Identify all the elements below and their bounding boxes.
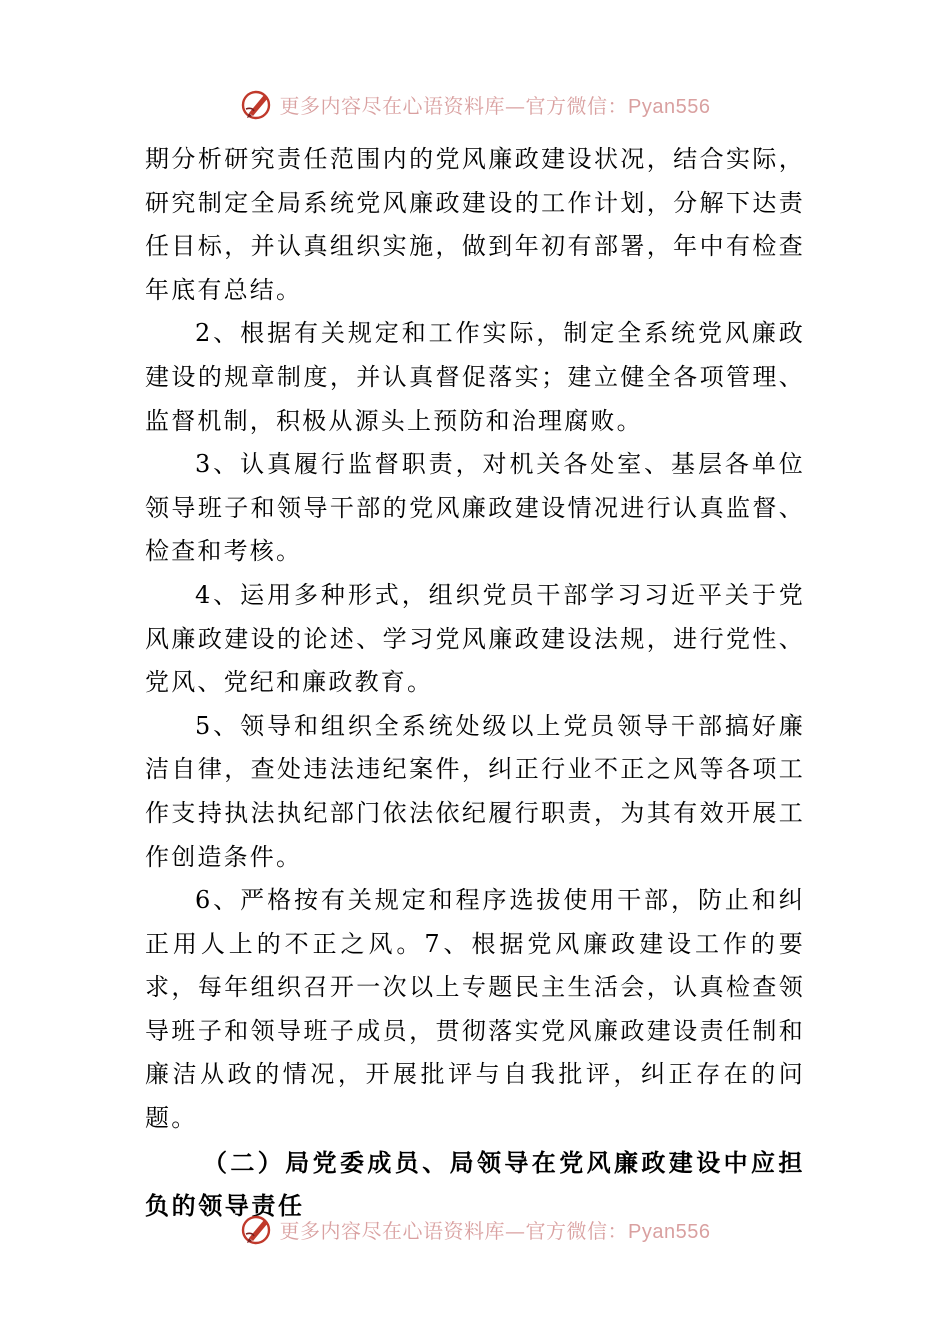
watermark-group xyxy=(240,1212,711,1246)
watermark-label: 更多内容尽在心语资料库—官方微信： xyxy=(279,1218,629,1243)
paragraph-item-5: 5、领导和组织全系统处级以上党员领导干部搞好廉洁自律，查处违法违纪案件，纠正行业不正之风等各项工作支持执法执纪部门依法依纪履行职责，为其有效开展工作创造条件。 xyxy=(145,711,805,871)
watermark-group xyxy=(240,87,711,121)
watermark-wechat-id: Pyan556 xyxy=(628,95,711,118)
pen-logo-icon xyxy=(240,87,274,121)
footer-watermark xyxy=(0,1209,950,1249)
paragraph-item-6-7: 6、严格按有关规定和程序选拔使用干部，防止和纠正用人上的不正之风。7、根据党风廉政建设工作的要求，每年组织召开一次以上专题民主生活会，认真检查领导班子和领导班子成员，贯彻落实党风廉政建设责任制和廉洁从政的情况，开展批评与自我批评，纠正存在的问题。 xyxy=(145,886,805,1133)
paragraph-item-2: 2、根据有关规定和工作实际，制定全系统党风廉政建设的规章制度，并认真督促落实；建立健全各项管理、监督机制，积极从源头上预防和治理腐败。 xyxy=(145,319,805,435)
paragraph-item-3: 3、认真履行监督职责，对机关各处室、基层各单位领导班子和领导干部的党风廉政建设情况进行认真监督、检查和考核。 xyxy=(145,450,805,566)
header-watermark xyxy=(0,84,950,124)
watermark-text xyxy=(280,90,711,119)
document-body xyxy=(145,138,805,1228)
pen-logo-icon xyxy=(240,1212,274,1246)
paragraph-continuation: 期分析研究责任范围内的党风廉政建设状况，结合实际，研究制定全局系统党风廉政建设的工作计划，分解下达责任目标，并认真组织实施，做到年初有部署，年中有检查年底有总结。 xyxy=(145,145,805,304)
watermark-wechat-id: Pyan556 xyxy=(628,1220,711,1243)
paragraph-item-4: 4、运用多种形式，组织党员干部学习习近平关于党风廉政建设的论述、学习党风廉政建设法规，进行党性、党风、党纪和廉政教育。 xyxy=(145,580,805,697)
watermark-text xyxy=(280,1215,711,1244)
watermark-label: 更多内容尽在心语资料库—官方微信： xyxy=(279,93,629,118)
section-heading: （二）局党委成员、局领导在党风廉政建设中应担负的领导责任 xyxy=(145,1147,805,1221)
